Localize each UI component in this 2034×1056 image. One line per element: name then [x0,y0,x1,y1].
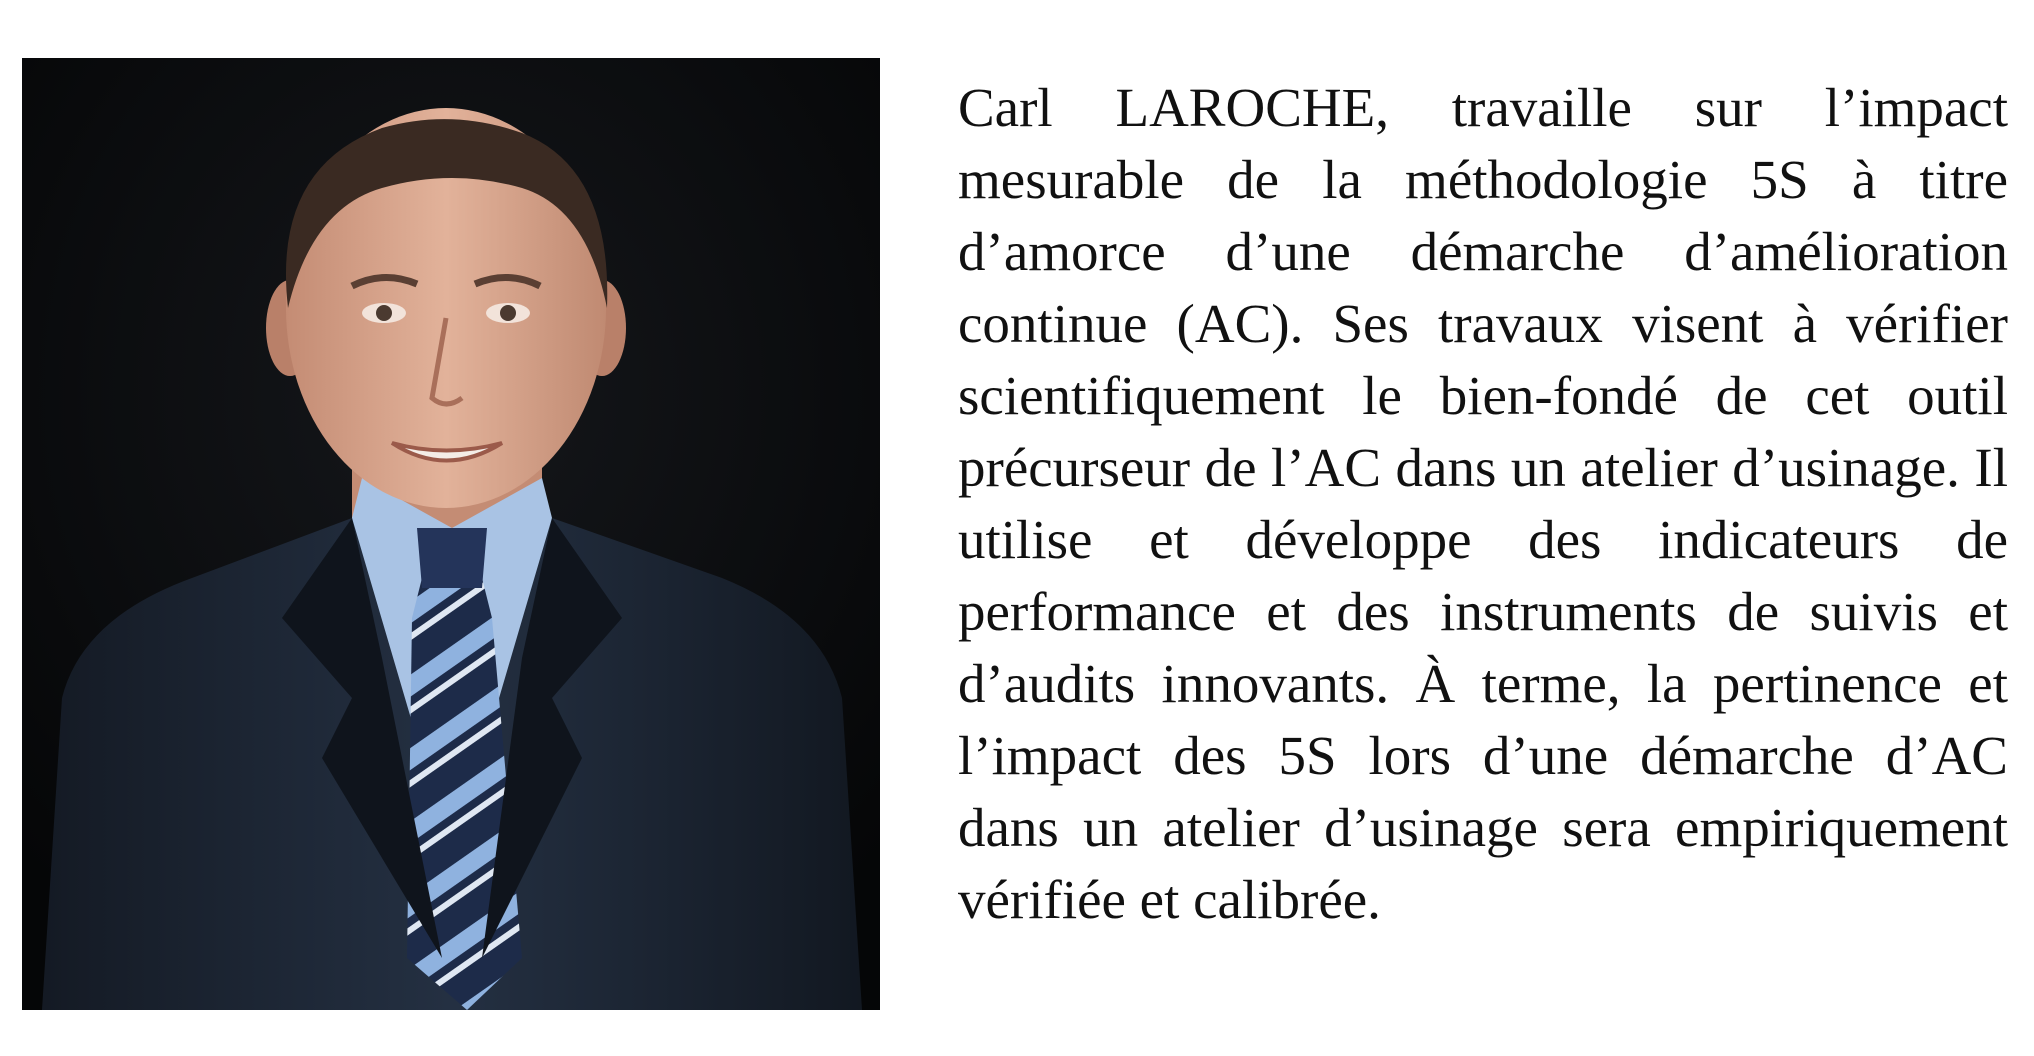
person-portrait-icon [22,58,880,1010]
bio-paragraph: Carl LAROCHE, travaille sur l’impact mesurable de la méthodologie 5S à titre d’amorce d’une démarche d’amélioration continue (AC). Ses travaux visent à vérifier scientifiquement le bien-fondé de cet outil précurseur de l’AC dans un atelier d’usinage. Il utilise et développe des indicateurs de performance et des instruments de suivis et d’audits innovants. À terme, la pertinence et l’impact des 5S lors d’une démarche d’AC dans un atelier d’usinage sera empiriquement vérifiée et calibrée. [958,77,2008,930]
portrait-photo [22,58,880,1010]
